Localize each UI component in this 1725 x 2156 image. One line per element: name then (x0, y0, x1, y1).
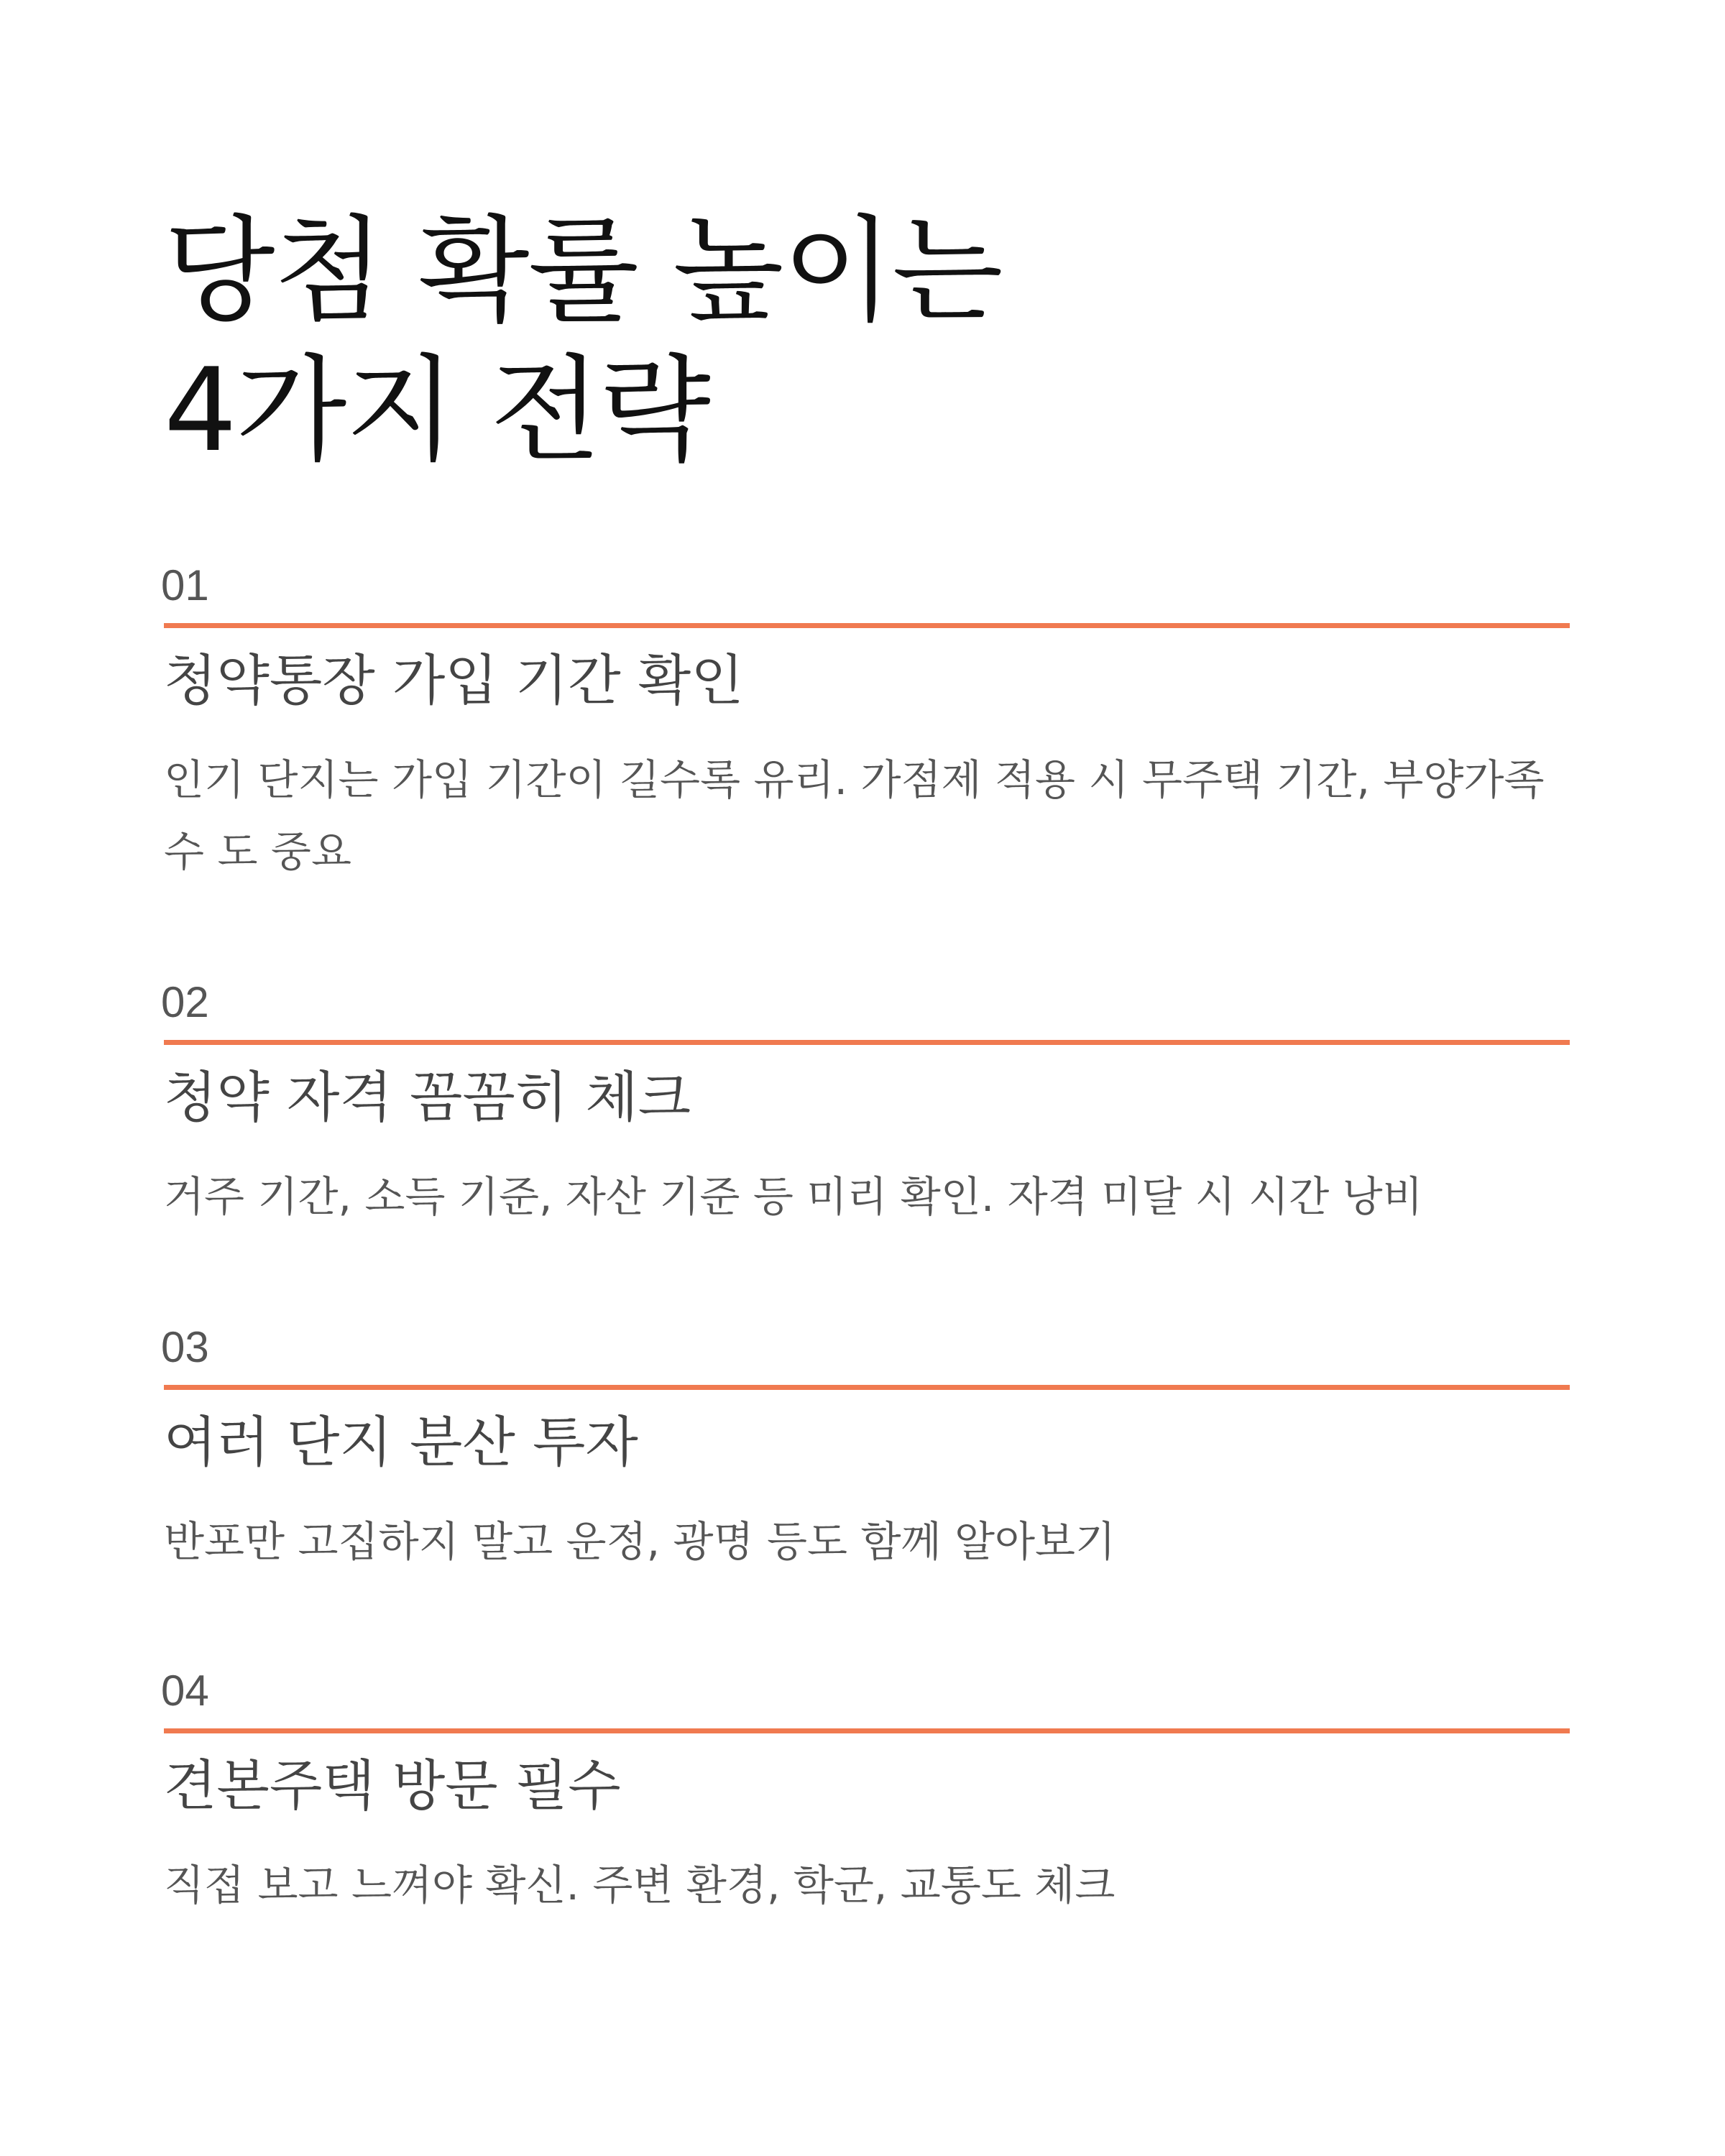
accent-divider (164, 1040, 1570, 1045)
strategy-heading: 여러 단지 분산 투자 (164, 1410, 638, 1474)
strategy-heading: 견본주택 방문 필수 (164, 1754, 621, 1818)
accent-divider (164, 1728, 1570, 1733)
strategy-heading: 청약통장 가입 기간 확인 (164, 648, 744, 712)
strategy-description: 거주 기간, 소득 기준, 자산 기준 등 미리 확인. 자격 미달 시 시간 낭비 (164, 1172, 1423, 1221)
accent-divider (164, 1385, 1570, 1390)
strategy-number: 01 (161, 561, 209, 609)
strategy-heading: 청약 자격 꼼꼼히 체크 (164, 1065, 691, 1129)
page-title (164, 201, 1002, 480)
strategy-number: 04 (161, 1667, 209, 1715)
accent-divider (164, 623, 1570, 628)
page-title-line-2: 4가지 전략 (164, 343, 709, 477)
strategy-number: 02 (161, 978, 209, 1026)
strategy-description: 인기 단지는 가입 기간이 길수록 유리. 가점제 적용 시 무주택 기간, 부양가족 수 도 중요 (164, 755, 1545, 876)
strategy-description: 반포만 고집하지 말고 운정, 광명 등도 함께 알아보기 (164, 1517, 1116, 1566)
strategy-number: 03 (161, 1323, 209, 1371)
strategy-description: 직접 보고 느껴야 확신. 주변 환경, 학군, 교통도 체크 (164, 1861, 1116, 1909)
page-title-line-1: 당첨 확률 높이는 (164, 203, 1002, 338)
